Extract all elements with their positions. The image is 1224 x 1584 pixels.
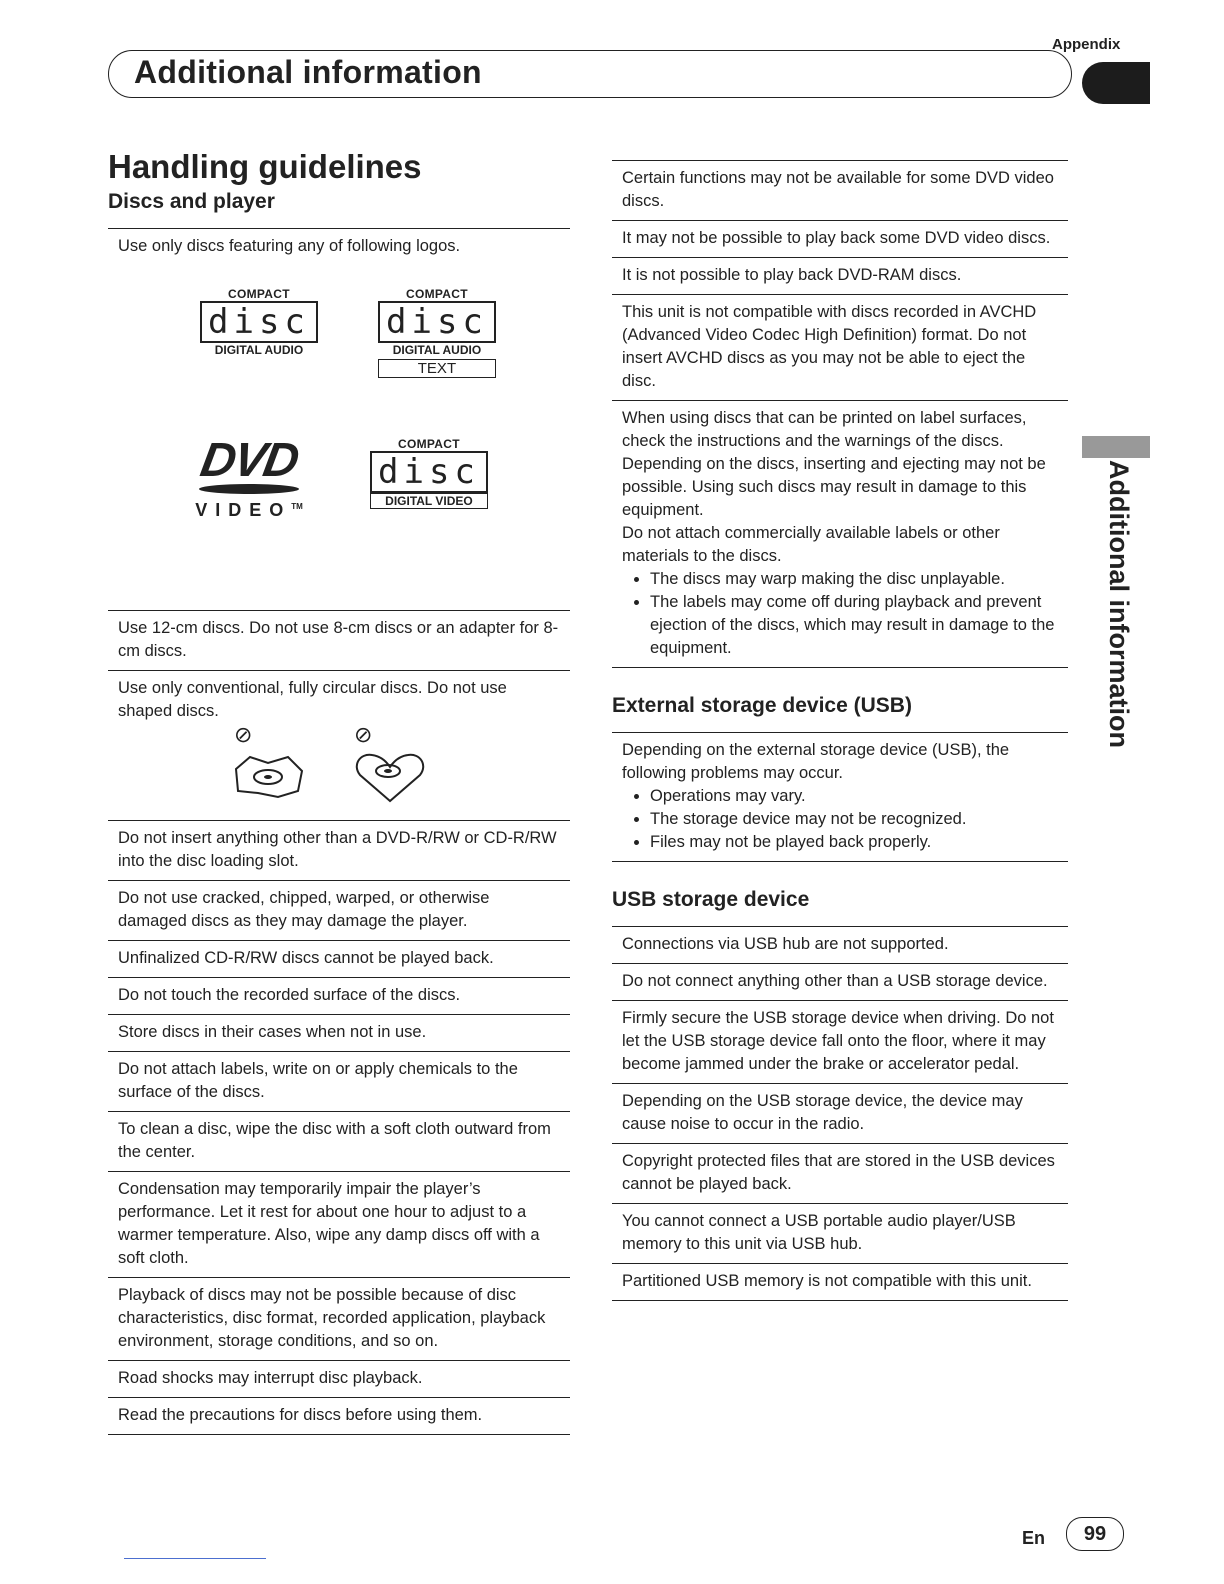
usb-storage-title: USB storage device: [612, 888, 810, 911]
footer-line: [124, 1558, 266, 1559]
section-title: Additional information: [134, 54, 482, 90]
item-condensation: Condensation may temporarily impair the player’s performance. Let it rest for about one hour to adjust to a warmer temperature. Also, wipe any damp discs off with a soft cloth.: [108, 1171, 570, 1277]
item-dvd-ram: It is not possible to play back DVD-RAM discs.: [612, 257, 1068, 294]
logo-intro: Use only discs featuring any of following logos.: [108, 228, 570, 265]
item-precautions: Read the precautions for discs before using them.: [108, 1397, 570, 1435]
item-ext-storage: Depending on the external storage device (USB), the following problems may occur. • Operations may vary. • The storage device may not be recognized. • Files may not be played back properly.: [612, 732, 1068, 862]
item-clean: To clean a disc, wipe the disc with a soft cloth outward from the center.: [108, 1111, 570, 1171]
page-title: Handling guidelines: [108, 148, 422, 185]
cd-video-logo: COMPACT disc DIGITAL VIDEO: [370, 437, 488, 509]
cd-da-logo: COMPACT disc DIGITAL AUDIO: [200, 287, 318, 357]
disc-logos: [108, 265, 570, 610]
item-touch: Do not touch the recorded surface of the discs.: [108, 977, 570, 1014]
item-dvd-playback: It may not be possible to play back some DVD video discs.: [612, 220, 1068, 257]
page-number: 99: [1066, 1517, 1124, 1551]
heart-disc-icon: [350, 749, 430, 805]
discs-subtitle: Discs and player: [108, 190, 275, 213]
left-column: [108, 148, 570, 1435]
item-functions: Certain functions may not be available for some DVD video discs.: [612, 160, 1068, 220]
item-playback: Playback of discs may not be possible because of disc characteristics, disc format, recorded application, playback environment, storage conditions, and so on.: [108, 1277, 570, 1360]
item-road: Road shocks may interrupt disc playback.: [108, 1360, 570, 1397]
usb-item: Firmly secure the USB storage device when driving. Do not let the USB storage device fall onto the floor, where it may become jammed under the brake or accelerator pedal.: [612, 1000, 1068, 1083]
usb-item: Copyright protected files that are stored in the USB devices cannot be played back.: [612, 1143, 1068, 1203]
item-12cm: Use 12-cm discs. Do not use 8-cm discs or an adapter for 8-cm discs.: [108, 610, 570, 670]
ext-storage-title: External storage device (USB): [612, 694, 912, 717]
usb-item: You cannot connect a USB portable audio player/USB memory to this unit via USB hub.: [612, 1203, 1068, 1263]
usb-item: Do not connect anything other than a USB storage device.: [612, 963, 1068, 1000]
dvd-video-logo: DVD VIDEO™: [195, 434, 303, 520]
item-avchd: This unit is not compatible with discs recorded in AVCHD (Advanced Video Codec High Definition) format. Do not insert AVCHD discs as you may not be able to eject the disc.: [612, 294, 1068, 400]
usb-item: Depending on the USB storage device, the device may cause noise to occur in the radio.: [612, 1083, 1068, 1143]
prohibited-icon: ⊘: [354, 722, 373, 747]
cd-text-logo: COMPACT disc DIGITAL AUDIO TEXT: [378, 287, 496, 378]
shaped-disc-icon: [228, 751, 308, 801]
side-label: [1082, 460, 1150, 780]
appendix-label: Appendix: [1052, 36, 1121, 53]
usb-item: Connections via USB hub are not supported.: [612, 926, 1068, 963]
right-column: [612, 160, 1068, 1301]
item-unfinalized: Unfinalized CD-R/RW discs cannot be played back.: [108, 940, 570, 977]
usb-item: Partitioned USB memory is not compatible with this unit.: [612, 1263, 1068, 1301]
item-store: Store discs in their cases when not in use.: [108, 1014, 570, 1051]
item-circular: Use only conventional, fully circular discs. Do not use shaped discs. ⊘ ⊘: [108, 670, 570, 820]
side-label-text: Additional information: [1104, 460, 1134, 748]
section-tab: [1082, 62, 1150, 104]
language-label: En: [1022, 1528, 1046, 1548]
prohibited-icon: ⊘: [234, 722, 253, 747]
item-labels: Do not attach labels, write on or apply chemicals to the surface of the discs.: [108, 1051, 570, 1111]
item-insert: Do not insert anything other than a DVD-R/RW or CD-R/RW into the disc loading slot.: [108, 820, 570, 880]
side-tab-gray: [1082, 436, 1150, 458]
shaped-disc-icons: [118, 723, 560, 813]
item-cracked: Do not use cracked, chipped, warped, or otherwise damaged discs as they may damage the player.: [108, 880, 570, 940]
item-label-discs: When using discs that can be printed on label surfaces, check the instructions and the warnings of the discs. Depending on the discs, inserting and ejecting may not be possible. Using such discs may result in damage to this equipment. Do not attach commercially available labels or other materials to the discs. • The discs may warp making the disc unplayable. • The labels may come off during playback and prevent ejection of the discs, which may result in damage to the equipment.: [612, 400, 1068, 668]
